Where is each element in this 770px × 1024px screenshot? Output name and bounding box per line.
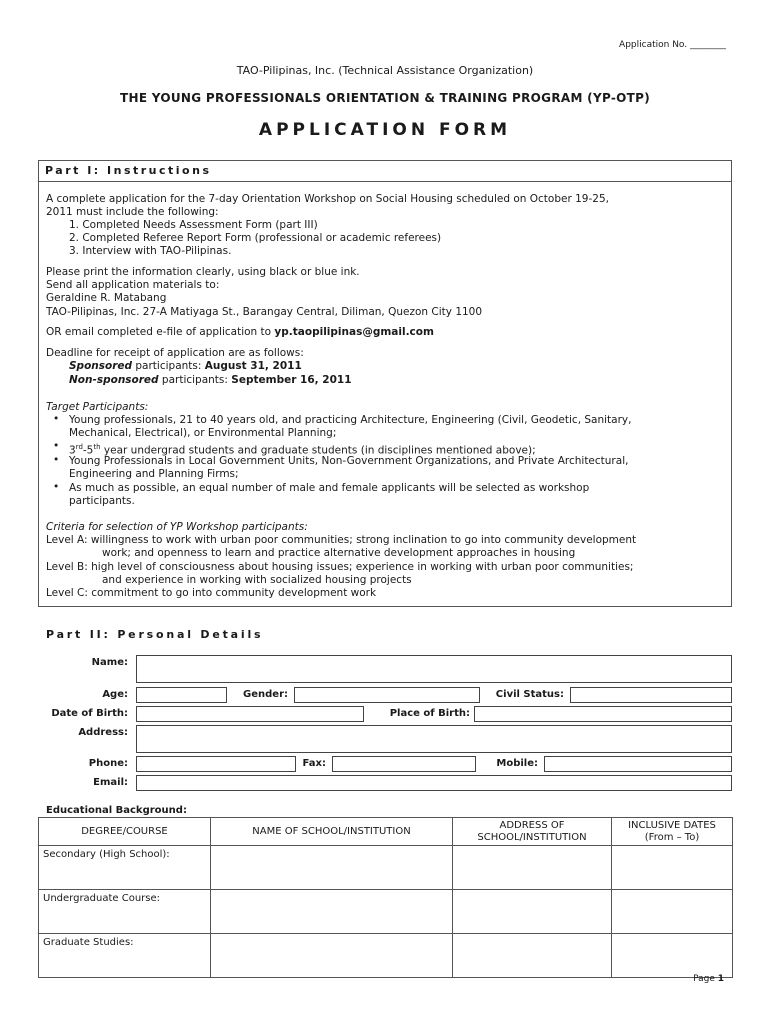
nonsponsored-label: Non-sponsored <box>69 374 159 386</box>
phone-label: Phone: <box>88 758 128 769</box>
school-cell[interactable] <box>211 846 453 890</box>
gender-label: Gender: <box>243 689 288 700</box>
email-line <box>46 326 434 339</box>
target-item: 3rd-5th year undergrad students and graduate students (in disciplines mentioned above); <box>69 443 536 457</box>
part1-heading: Part I: Instructions <box>45 164 212 177</box>
email-label: Email: <box>93 777 128 788</box>
nonsponsored-date: September 16, 2011 <box>231 374 352 386</box>
age-label: Age: <box>102 689 128 700</box>
table-row <box>39 890 733 934</box>
civil-status-label: Civil Status: <box>495 689 564 700</box>
page-number: Page 1 <box>693 974 724 984</box>
address-cell[interactable] <box>453 846 612 890</box>
intro-line-1: A complete application for the 7-day Orientation Workshop on Social Housing scheduled on October 19-25, <box>46 193 609 205</box>
organization-name: TAO-Pilipinas, Inc. (Technical Assistance Organization) <box>236 64 534 77</box>
school-cell[interactable] <box>211 890 453 934</box>
target-heading: Target Participants: <box>46 401 149 413</box>
nonsponsored-text: participants: <box>158 374 232 386</box>
gender-field[interactable] <box>294 687 480 703</box>
target-item-cont: Engineering and Planning Firms; <box>69 468 239 480</box>
row-label: Undergraduate Course: <box>39 890 211 934</box>
target-item-cont: Mechanical, Electrical), or Environmental Planning; <box>69 427 337 439</box>
dates-cell[interactable] <box>612 890 733 934</box>
pob-field[interactable] <box>474 706 732 722</box>
requirement-item: 2. Completed Referee Report Form (professional or academic referees) <box>69 232 442 244</box>
target-item: As much as possible, an equal number of male and female applicants will be selected as workshop <box>69 482 590 494</box>
criteria-heading: Criteria for selection of YP Workshop participants: <box>46 521 308 533</box>
program-title: THE YOUNG PROFESSIONALS ORIENTATION & TRAINING PROGRAM (YP-OTP) <box>120 91 650 105</box>
criteria-level-c: Level C: commitment to go into community development work <box>46 587 377 599</box>
table-row <box>39 934 733 978</box>
form-title: APPLICATION FORM <box>258 120 512 140</box>
sponsored-label: Sponsored <box>69 360 133 372</box>
deadline-intro: Deadline for receipt of application are as follows: <box>46 347 304 359</box>
col-dates: INCLUSIVE DATES (From – To) <box>612 818 733 846</box>
email-field[interactable] <box>136 775 732 791</box>
address-cell[interactable] <box>453 934 612 978</box>
criteria-level-a: Level A: willingness to work with urban poor communities; strong inclination to go into community development <box>46 534 637 546</box>
address-field[interactable] <box>136 725 732 753</box>
address-cell[interactable] <box>453 890 612 934</box>
contact-address: TAO-Pilipinas, Inc. 27-A Matiyaga St., Barangay Central, Diliman, Quezon City 1100 <box>46 306 483 318</box>
school-cell[interactable] <box>211 934 453 978</box>
criteria-level-a-cont: work; and openness to learn and practice alternative development approaches in housing <box>102 547 576 559</box>
mobile-label: Mobile: <box>496 758 538 769</box>
part2-heading: Part II: Personal Details <box>46 628 264 641</box>
name-field[interactable] <box>136 655 732 683</box>
bullet-icon: • <box>53 413 60 425</box>
age-field[interactable] <box>136 687 227 703</box>
application-number: Application No. ________ <box>619 40 726 50</box>
intro-line-2: 2011 must include the following: <box>46 206 219 218</box>
print-note: Please print the information clearly, using black or blue ink. <box>46 266 360 278</box>
dob-label: Date of Birth: <box>51 708 128 719</box>
col-degree: DEGREE/COURSE <box>39 818 211 846</box>
criteria-level-b-cont: and experience in working with socialized housing projects <box>102 574 412 586</box>
fax-field[interactable] <box>332 756 476 772</box>
send-to: Send all application materials to: <box>46 279 220 291</box>
address-label: Address: <box>78 727 128 738</box>
col-address: ADDRESS OF SCHOOL/INSTITUTION <box>453 818 612 846</box>
email-prefix: OR email completed e-file of application to <box>46 326 275 338</box>
sponsored-deadline <box>69 360 302 373</box>
contact-name: Geraldine R. Matabang <box>46 292 167 304</box>
nonsponsored-deadline <box>69 374 352 387</box>
table-row <box>39 846 733 890</box>
row-label: Secondary (High School): <box>39 846 211 890</box>
dates-cell[interactable] <box>612 846 733 890</box>
target-item: Young professionals, 21 to 40 years old, and practicing Architecture, Engineering (Civil, Geodetic, Sanitary, <box>69 414 632 426</box>
name-label: Name: <box>91 657 128 668</box>
table-header-row <box>39 818 733 846</box>
bullet-icon: • <box>53 454 60 466</box>
sponsored-date: August 31, 2011 <box>204 360 302 372</box>
dates-cell[interactable] <box>612 934 733 978</box>
requirement-item: 1. Completed Needs Assessment Form (part III) <box>69 219 318 231</box>
bullet-icon: • <box>53 440 60 452</box>
target-item: Young Professionals in Local Government Units, Non-Government Organizations, and Private Architectural, <box>69 455 629 467</box>
criteria-level-b: Level B: high level of consciousness about housing issues; experience in working with urban poor communities; <box>46 561 634 573</box>
instructions-box <box>38 160 732 607</box>
row-label: Graduate Studies: <box>39 934 211 978</box>
education-table <box>38 817 733 978</box>
col-school: NAME OF SCHOOL/INSTITUTION <box>211 818 453 846</box>
target-item-cont: participants. <box>69 495 135 507</box>
dob-field[interactable] <box>136 706 364 722</box>
education-label: Educational Background: <box>46 805 187 816</box>
pob-label: Place of Birth: <box>389 708 470 719</box>
civil-status-field[interactable] <box>570 687 732 703</box>
fax-label: Fax: <box>302 758 326 769</box>
sponsored-text: participants: <box>132 360 205 372</box>
instructions-header <box>39 161 731 182</box>
email-address[interactable]: yp.taopilipinas@gmail.com <box>274 326 434 338</box>
mobile-field[interactable] <box>544 756 732 772</box>
bullet-icon: • <box>53 481 60 493</box>
phone-field[interactable] <box>136 756 296 772</box>
requirement-item: 3. Interview with TAO-Pilipinas. <box>69 245 232 257</box>
